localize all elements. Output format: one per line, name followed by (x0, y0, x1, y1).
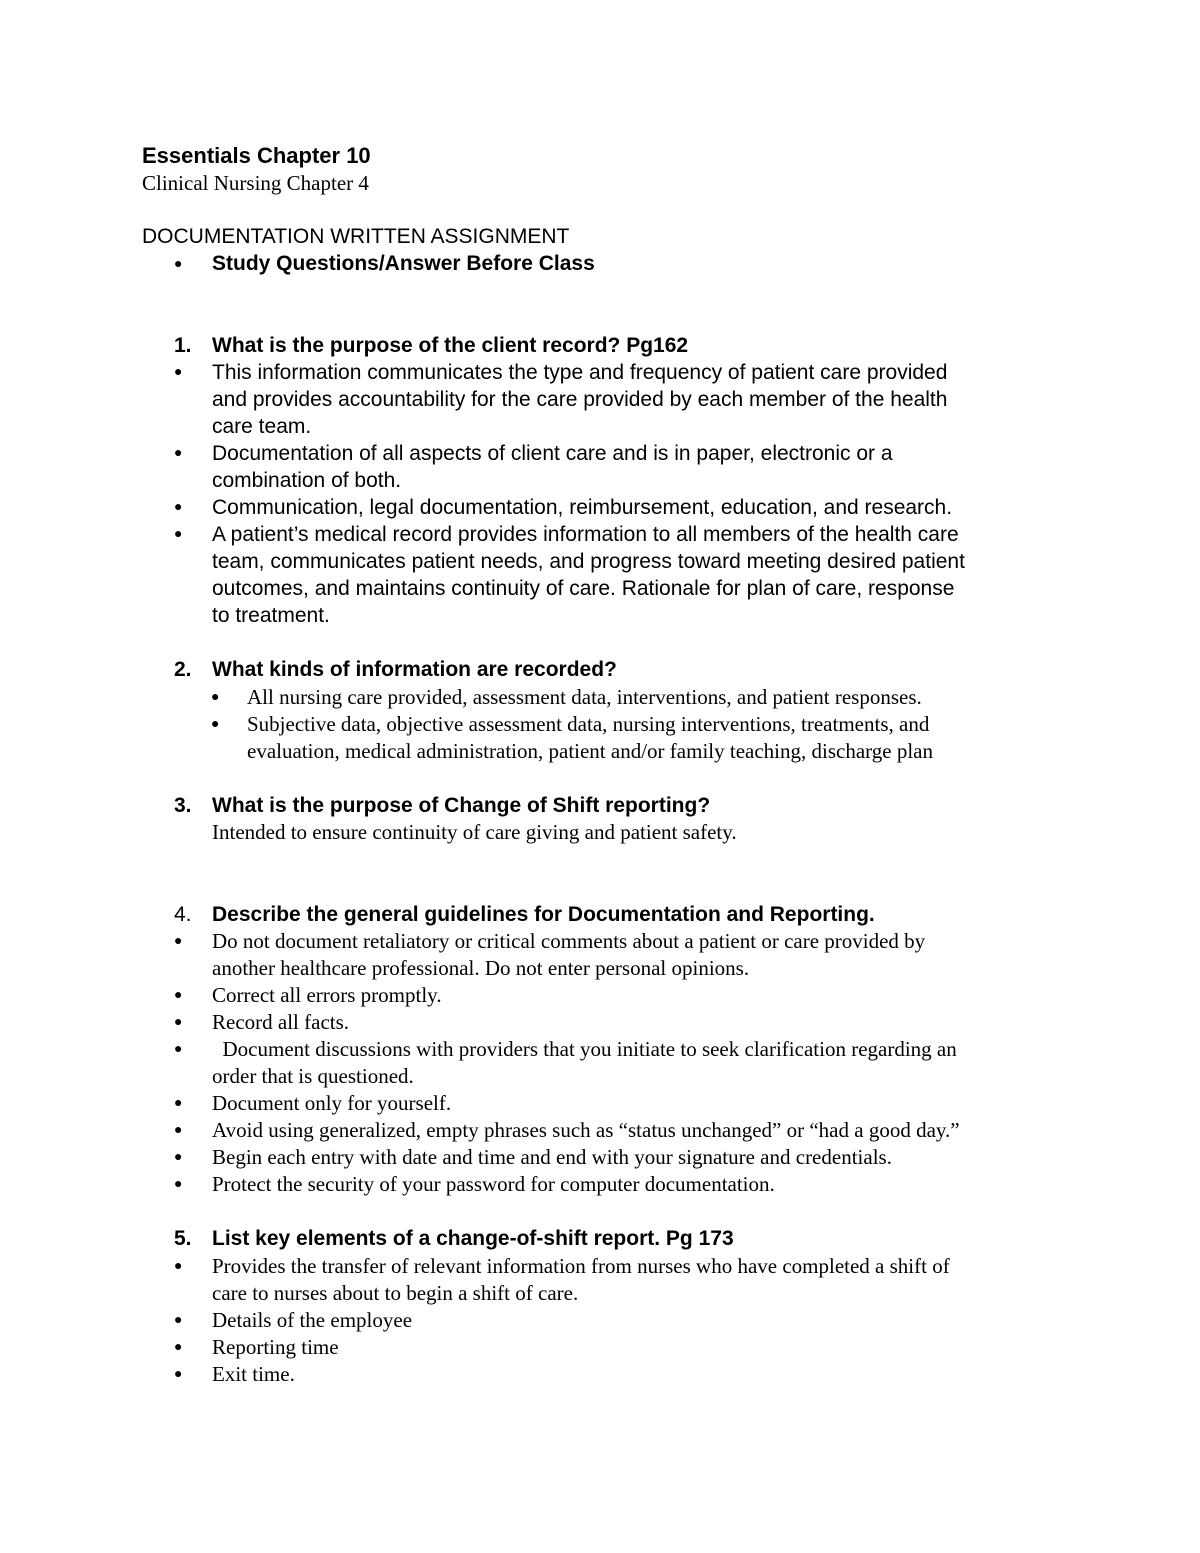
bullet-icon (174, 1334, 182, 1361)
answer-line: Document only for yourself. (212, 1091, 452, 1115)
question-number: 5. (174, 1227, 192, 1250)
bullet-icon (174, 1144, 182, 1171)
answer-line: All nursing care provided, assessment data, interventions, and patient responses. (247, 685, 922, 709)
answer-line: Communication, legal documentation, reimbursement, education, and research. (212, 496, 953, 519)
bullet-icon (174, 1361, 182, 1388)
answer-line: This information communicates the type and frequency of patient care provided (212, 361, 948, 384)
answer-line: and provides accountability for the care provided by each member of the health (212, 388, 948, 411)
answer-line: Provides the transfer of relevant information from nurses who have completed a shift of (212, 1254, 950, 1278)
question-number: 2. (174, 658, 192, 681)
answer-line: Correct all errors promptly. (212, 983, 442, 1007)
answer-line: Record all facts. (212, 1010, 350, 1034)
document-title: Essentials Chapter 10 (142, 143, 371, 168)
answer-line: care team. (212, 415, 312, 438)
bullet-icon (174, 251, 182, 278)
answer-line: order that is questioned. (212, 1064, 414, 1088)
answer-line: A patient’s medical record provides information to all members of the health care (212, 523, 959, 546)
bullet-icon (174, 1171, 182, 1198)
question-2: What kinds of information are recorded? (212, 658, 617, 681)
bullet-icon (174, 982, 182, 1009)
question-4: Describe the general guidelines for Documentation and Reporting. (212, 903, 875, 926)
bullet-icon (174, 521, 182, 548)
bullet-icon (174, 928, 182, 955)
question-5: List key elements of a change-of-shift report. Pg 173 (212, 1227, 734, 1250)
answer-line: evaluation, medical administration, patient and/or family teaching, discharge plan (247, 739, 933, 763)
answer-line: Protect the security of your password for computer documentation. (212, 1172, 775, 1196)
bullet-icon (174, 1253, 182, 1280)
bullet-icon (174, 1090, 182, 1117)
answer-line: another healthcare professional. Do not enter personal opinions. (212, 956, 750, 980)
question-number: 4. (174, 903, 192, 926)
assignment-heading: DOCUMENTATION WRITTEN ASSIGNMENT (142, 225, 570, 248)
question-number: 3. (174, 794, 192, 817)
answer-line: care to nurses about to begin a shift of care. (212, 1281, 579, 1305)
answer-line: outcomes, and maintains continuity of care. Rationale for plan of care, response (212, 577, 955, 600)
answer-line: Document discussions with providers that you initiate to seek clarification regarding an (212, 1037, 957, 1061)
answer-line: Subjective data, objective assessment data, nursing interventions, treatments, and (247, 712, 930, 736)
question-number: 1. (174, 334, 192, 357)
answer-line: Exit time. (212, 1362, 295, 1386)
answer-line: Intended to ensure continuity of care giving and patient safety. (212, 820, 737, 844)
answer-line: Avoid using generalized, empty phrases such as “status unchanged” or “had a good day.” (212, 1118, 960, 1142)
bullet-icon (174, 359, 182, 386)
answer-line: Reporting time (212, 1335, 339, 1359)
bullet-icon (211, 684, 219, 711)
bullet-icon (174, 1117, 182, 1144)
bullet-icon (174, 440, 182, 467)
answer-line: Documentation of all aspects of client care and is in paper, electronic or a (212, 442, 893, 465)
question-3: What is the purpose of Change of Shift reporting? (212, 794, 711, 817)
bullet-icon (174, 1036, 182, 1063)
answer-line: team, communicates patient needs, and progress toward meeting desired patient (212, 550, 965, 573)
assignment-subheading: Study Questions/Answer Before Class (212, 252, 595, 275)
answer-line: to treatment. (212, 604, 330, 627)
bullet-icon (174, 1307, 182, 1334)
answer-line: Details of the employee (212, 1308, 413, 1332)
bullet-icon (174, 494, 182, 521)
answer-line: combination of both. (212, 469, 402, 492)
bullet-icon (211, 711, 219, 738)
answer-line: Begin each entry with date and time and end with your signature and credentials. (212, 1145, 892, 1169)
question-1: What is the purpose of the client record? Pg162 (212, 334, 689, 357)
document-subtitle: Clinical Nursing Chapter 4 (142, 171, 369, 195)
bullet-icon (174, 1009, 182, 1036)
answer-line: Do not document retaliatory or critical comments about a patient or care provided by (212, 929, 926, 953)
